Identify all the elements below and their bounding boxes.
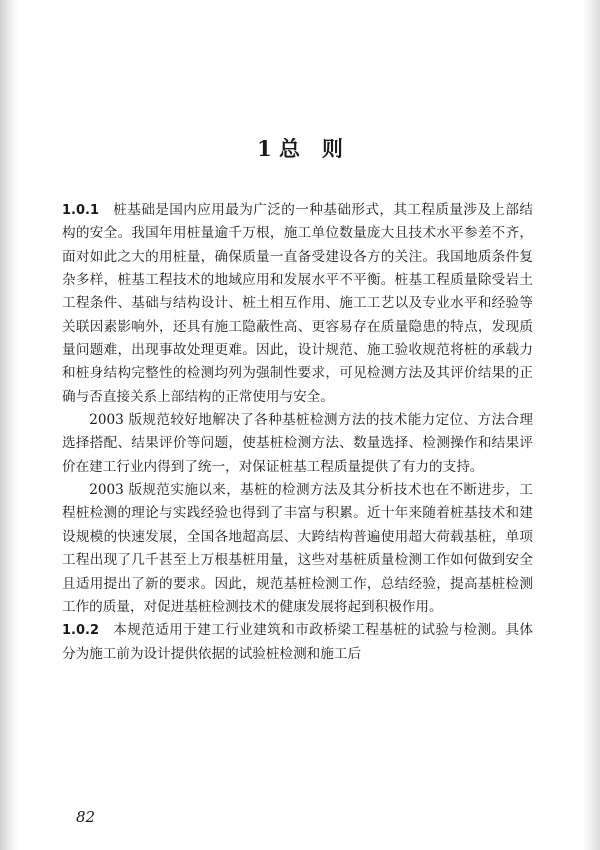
paragraph-text: 2003 版规范实施以来，基桩的检测方法及其分析技术也在不断进步，工程桩检测的理论与实践经验也得到了丰富与积累。近十年来随着桩基技术和建设规模的快速发展，全国各地超高层、大跨结构普遍使用超大荷载基桩，单项工程出现了几千甚至上万根基桩用量，这些对基桩质量检测工作如何做到安全且适用提出了新的要求。因此，规范基桩检测工作，总结经验，提高基桩检测工作的质量，对促进基桩检测技术的健康发展将起到积极作用。	[62, 482, 533, 615]
paragraph-1-0-1	[62, 199, 533, 409]
clause-number: 1.0.1	[62, 203, 100, 218]
paragraph-2003-edition	[62, 409, 533, 479]
clause-number: 1.0.2	[62, 623, 100, 639]
body-text	[62, 199, 533, 666]
page-edge-right	[582, 0, 600, 850]
chapter-title: 1 总 则	[257, 136, 343, 161]
page-edge-left	[0, 0, 18, 850]
paragraph-since-implementation	[62, 479, 533, 619]
paragraph-text: 2003 版规范较好地解决了各种基桩检测方法的技术能力定位、方法合理选择搭配、结果评价等问题，使基桩检测方法、数量选择、检测操作和结果评价在建工行业内得到了统一，对保证桩基工程质量提供了有力的支持。	[62, 412, 533, 475]
paragraph-text: 本规范适用于建工行业建筑和市政桥梁工程基桩的试验与检测。具体分为施工前为设计提供依据的试验桩检测和施工后	[62, 622, 533, 662]
page-number: 82	[76, 808, 96, 826]
paragraph-text: 桩基础是国内应用最为广泛的一种基础形式，其工程质量涉及上部结构的安全。我国年用桩量逾千万根，施工单位数量庞大且技术水平参差不齐，面对如此之大的用桩量，确保质量一直备受建设各方的关注。我国地质条件复杂多样，桩基工程技术的地域应用和发展水平不平衡。桩基工程质量除受岩土工程条件、基础与结构设计、桩土相互作用、施工工艺以及专业水平和经验等关联因素影响外，还具有施工隐蔽性高、更容易存在质量隐患的特点，发现质量问题难，出现事故处理更难。因此，设计规范、施工验收规范将桩的承载力和桩身结构完整性的检测均列为强制性要求，可见检测方法及其评价结果的正确与否直接关系上部结构的正常使用与安全。	[62, 202, 533, 405]
paragraph-1-0-2	[62, 619, 533, 666]
